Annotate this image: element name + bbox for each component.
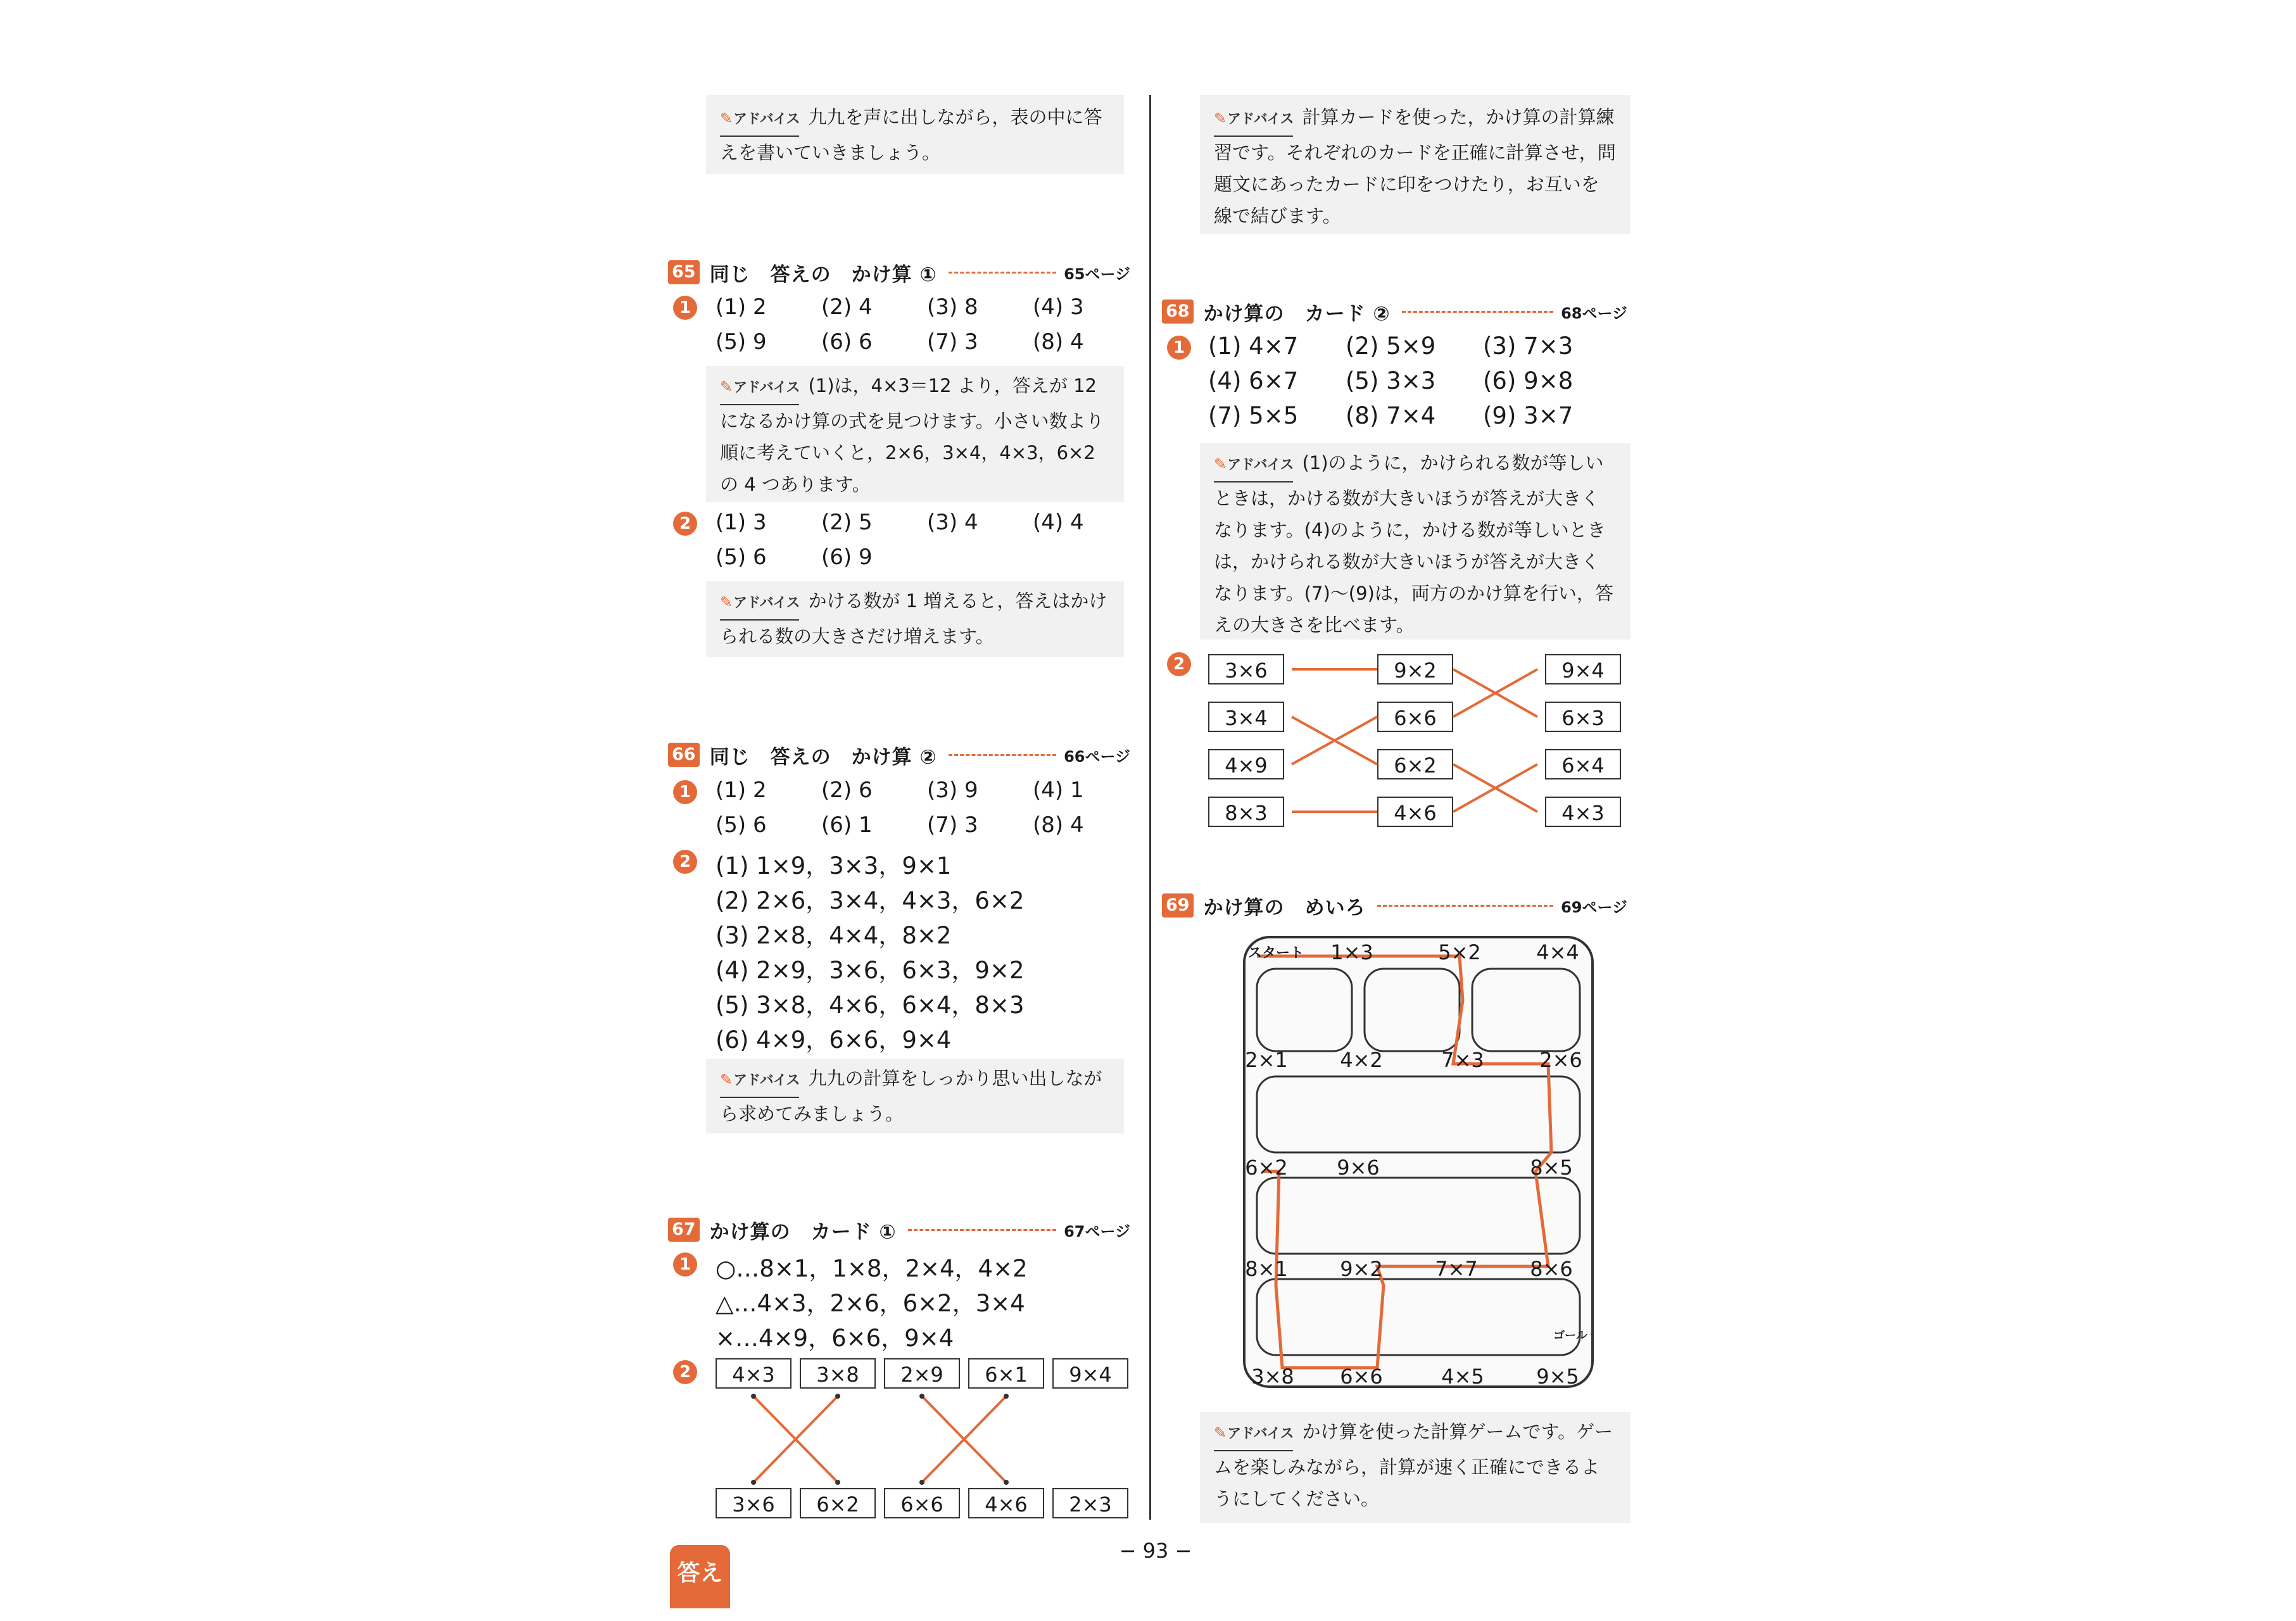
answer: (3) 9 [927, 778, 978, 803]
section-number: 65 [668, 260, 700, 284]
answer: (5) 3×3 [1346, 367, 1436, 394]
advice-box [1200, 443, 1631, 640]
page-reference: 68ページ [1561, 304, 1627, 322]
maze-cell: 8×5 [1530, 1156, 1573, 1180]
advice-box [706, 366, 1124, 502]
pencil-icon: ✎ [1214, 110, 1227, 127]
answer: (9) 3×7 [1483, 402, 1574, 429]
maze-cell: 9×6 [1337, 1156, 1380, 1180]
card-col1: 4×9 [1208, 749, 1284, 779]
page-reference: 69ページ [1561, 898, 1627, 916]
answer: (3) 7×3 [1483, 332, 1574, 360]
page-number: − 93 − [1119, 1539, 1192, 1563]
matching-lines-68 [1284, 654, 1545, 831]
maze-cell: 2×6 [1539, 1048, 1582, 1072]
section-number: 68 [1162, 300, 1194, 324]
dashed-leader [908, 1229, 1056, 1231]
advice-text: かけ算を使った計算ゲームです。ゲームを楽しみながら，計算が速く正確にできるようにしてください。 [1214, 1421, 1613, 1510]
card-top: 4×3 [716, 1358, 792, 1389]
section-69-header [1162, 892, 1627, 919]
advice-tag: ✎アドバイス [720, 103, 799, 137]
answer: (1) 4×7 [1208, 332, 1299, 360]
maze-cell: 4×2 [1340, 1048, 1383, 1072]
dashed-leader [1377, 905, 1554, 907]
card-top: 6×1 [968, 1358, 1044, 1389]
section-number: 69 [1162, 893, 1194, 918]
card-bottom: 6×6 [884, 1488, 960, 1518]
maze-cell: 4×4 [1536, 940, 1579, 964]
advice-box-top-right [1200, 95, 1631, 234]
card-col2: 4×6 [1377, 797, 1453, 827]
maze-cell: 7×3 [1441, 1048, 1484, 1072]
page-reference: 65ページ [1064, 265, 1130, 283]
card-col1: 3×4 [1208, 702, 1284, 732]
question-2-marker: 2 [673, 1360, 697, 1384]
answer: (7) 5×5 [1208, 402, 1299, 429]
question-1-marker: 1 [673, 296, 697, 320]
advice-tag: ✎アドバイス [720, 371, 799, 405]
advice-box [706, 581, 1124, 657]
section-66-header [668, 741, 1130, 769]
advice-text: (1)は，4×3＝12 より，答えが 12 になるかけ算の式を見つけます。小さい数より順に考えていくと，2×6，3×4，4×3，6×2 の 4 つあります。 [720, 375, 1104, 495]
dashed-leader [949, 754, 1056, 756]
pencil-icon: ✎ [720, 593, 733, 611]
maze-cell: 1×3 [1330, 940, 1373, 964]
card-top: 9×4 [1052, 1358, 1128, 1389]
answer: (2) 4 [821, 294, 873, 320]
question-2-marker: 2 [1167, 652, 1191, 676]
dashed-leader [949, 272, 1056, 274]
question-2-marker: 2 [673, 850, 697, 874]
answer: (3) 4 [927, 510, 978, 535]
advice-text: かける数が 1 増えると，答えはかけられる数の大きさだけ増えます。 [720, 590, 1107, 647]
dashed-leader [1402, 311, 1553, 313]
maze-cell: 8×1 [1245, 1257, 1288, 1281]
maze-cell: 4×5 [1441, 1365, 1484, 1389]
card-col3: 4×3 [1545, 797, 1621, 827]
answer: ×…4×9，6×6，9×4 [716, 1325, 954, 1352]
section-title: かけ算の カード ① [709, 1220, 897, 1244]
answer: (5) 9 [716, 329, 767, 355]
answer: (5) 3×8，4×6，6×4，8×3 [716, 992, 1025, 1019]
section-title: 同じ 答えの かけ算 ① [709, 263, 937, 286]
answer: (1) 3 [716, 510, 767, 535]
answer: (1) 2 [716, 778, 767, 803]
advice-box [706, 1059, 1124, 1133]
question-1-marker: 1 [1167, 336, 1191, 360]
matching-lines-67 [716, 1389, 1133, 1490]
section-65-header [668, 258, 1130, 286]
advice-tag: ✎アドバイス [1214, 103, 1293, 137]
section-68-header [1162, 298, 1627, 325]
answer-tab: 答え [670, 1545, 730, 1608]
card-col3: 6×3 [1545, 702, 1621, 732]
pencil-icon: ✎ [720, 1071, 733, 1088]
answer: (8) 4 [1033, 812, 1084, 838]
answer: (5) 6 [716, 812, 767, 838]
answer: (4) 4 [1033, 510, 1084, 535]
card-bottom: 4×6 [968, 1488, 1044, 1518]
maze [1232, 931, 1605, 1393]
maze-start: スタート [1247, 945, 1304, 961]
section-title: かけ算の めいろ [1203, 896, 1366, 919]
advice-text: 九九の計算をしっかり思い出しながら求めてみましょう。 [720, 1068, 1102, 1125]
card-col1: 8×3 [1208, 797, 1284, 827]
answer: (1) 2 [716, 294, 767, 320]
answer: △…4×3，2×6，6×2，3×4 [716, 1290, 1025, 1317]
maze-cell: 8×6 [1530, 1257, 1573, 1281]
answer: (4) 3 [1033, 294, 1084, 320]
maze-cell: 2×1 [1245, 1048, 1288, 1072]
advice-box-top-left [706, 95, 1124, 174]
card-top: 2×9 [884, 1358, 960, 1389]
answer: (2) 2×6，3×4，4×3，6×2 [716, 887, 1025, 914]
question-1-marker: 1 [673, 780, 697, 804]
question-1-marker: 1 [673, 1252, 697, 1277]
question-2-marker: 2 [673, 512, 697, 536]
answer: (6) 1 [821, 812, 873, 838]
advice-text: 計算カードを使った，かけ算の計算練習です。それぞれのカードを正確に計算させ，問題文にあったカードに印をつけたり，お互いを線で結びます。 [1214, 106, 1616, 227]
maze-cell: 6×6 [1340, 1365, 1383, 1389]
pencil-icon: ✎ [1214, 1424, 1227, 1442]
page-reference: 66ページ [1064, 747, 1130, 766]
pencil-icon: ✎ [1214, 455, 1227, 473]
answer: (7) 3 [927, 812, 978, 838]
answer: (1) 1×9，3×3，9×1 [716, 852, 952, 880]
maze-cell: 7×7 [1435, 1257, 1478, 1281]
card-col1: 3×6 [1208, 654, 1284, 684]
advice-text: (1)のように，かけられる数が等しいときは，かける数が大きいほうが答えが大きくなります。(4)のように，かける数が等しいときは，かけられる数が大きいほうが答えが大きくなります。(7)〜(9)は，両方のかけ算を行い，答えの大きさを比べます。 [1214, 452, 1613, 636]
maze-cell: 5×2 [1438, 940, 1481, 964]
advice-tag: ✎アドバイス [1214, 448, 1293, 483]
advice-box [1200, 1412, 1631, 1523]
card-col2: 6×2 [1377, 749, 1453, 779]
page-reference: 67ページ [1064, 1222, 1130, 1240]
answer: (4) 2×9，3×6，6×3，9×2 [716, 957, 1025, 984]
section-title: かけ算の カード ② [1203, 302, 1391, 325]
answer: (4) 1 [1033, 778, 1084, 803]
card-bottom: 6×2 [800, 1488, 876, 1518]
card-col3: 6×4 [1545, 749, 1621, 779]
answer: (5) 6 [716, 545, 767, 570]
answer: (2) 5×9 [1346, 332, 1436, 360]
section-number: 67 [668, 1218, 700, 1242]
card-col2: 6×6 [1377, 702, 1453, 732]
answer: (7) 3 [927, 329, 978, 355]
answer: (4) 6×7 [1208, 367, 1299, 394]
advice-tag: ✎アドバイス [1214, 1417, 1293, 1451]
section-number: 66 [668, 743, 700, 767]
answer: (6) 9×8 [1483, 367, 1574, 394]
maze-cell: 9×5 [1536, 1365, 1579, 1389]
column-divider [1149, 95, 1151, 1520]
answer: ○…8×1，1×8，2×4，4×2 [716, 1255, 1028, 1282]
advice-tag: ✎アドバイス [720, 1064, 799, 1098]
maze-cell: 6×2 [1245, 1156, 1288, 1180]
answer: (2) 6 [821, 778, 873, 803]
card-bottom: 3×6 [716, 1488, 792, 1518]
advice-tag: ✎アドバイス [720, 586, 799, 621]
section-67-header [668, 1216, 1130, 1244]
answer: (6) 6 [821, 329, 873, 355]
answer: (3) 8 [927, 294, 978, 320]
card-bottom: 2×3 [1052, 1488, 1128, 1518]
answer: (6) 9 [821, 545, 873, 570]
pencil-icon: ✎ [720, 378, 733, 396]
answer: (3) 2×8，4×4，8×2 [716, 922, 952, 949]
card-col3: 9×4 [1545, 654, 1621, 684]
answer: (8) 4 [1033, 329, 1084, 355]
maze-cell: 9×2 [1340, 1257, 1383, 1281]
advice-text: 九九を声に出しながら，表の中に答えを書いていきましょう。 [720, 106, 1102, 163]
card-top: 3×8 [800, 1358, 876, 1389]
section-title: 同じ 答えの かけ算 ② [709, 745, 937, 769]
maze-goal: ゴール [1553, 1329, 1587, 1342]
card-col2: 9×2 [1377, 654, 1453, 684]
maze-cell: 3×8 [1251, 1365, 1294, 1389]
answer: (8) 7×4 [1346, 402, 1436, 429]
answer: (6) 4×9，6×6，9×4 [716, 1026, 952, 1054]
answer: (2) 5 [821, 510, 873, 535]
pencil-icon: ✎ [720, 110, 733, 127]
